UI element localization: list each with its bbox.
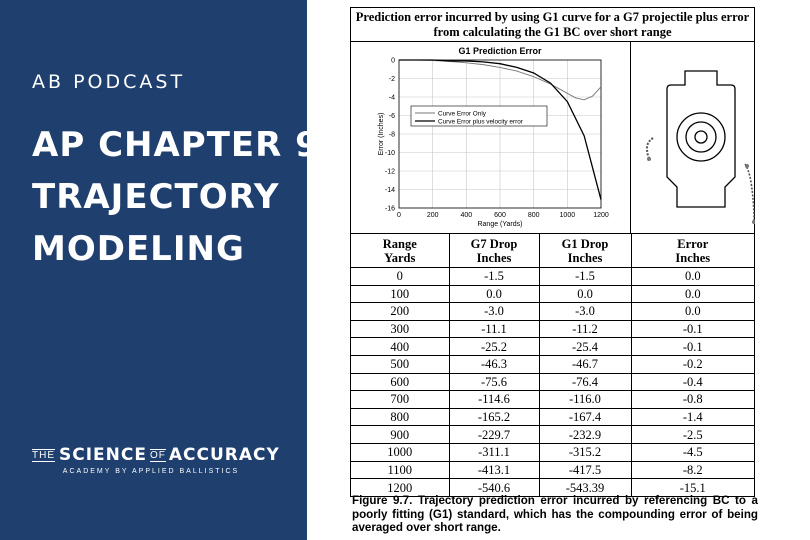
title-line-1: AP CHAPTER 9:	[32, 125, 335, 165]
chart-title: G1 Prediction Error	[458, 46, 542, 56]
header-range: Range Yards	[351, 234, 449, 268]
table-row	[351, 320, 754, 338]
header-g1-drop: G1 Drop Inches	[539, 234, 631, 268]
table-cell: 100	[351, 285, 449, 303]
logo-accuracy: ACCURACY	[168, 445, 280, 465]
table-cell: -4.5	[631, 443, 754, 461]
table-row	[351, 461, 754, 479]
document-title: Prediction error incurred by using G1 curve for a G7 projectile plus error from calculating the G1 BC over short range	[351, 8, 754, 42]
table-cell: -1.5	[449, 268, 539, 286]
table-cell: -15.1	[631, 479, 754, 497]
table-cell: 500	[351, 355, 449, 373]
table-cell: -25.2	[449, 338, 539, 356]
logo-subtitle: ACADEMY BY APPLIED BALLISTICS	[62, 468, 240, 475]
x-tick-label: 1200	[593, 212, 609, 219]
legend-entry: Curve Error plus velocity error	[438, 118, 523, 126]
table-row	[351, 285, 754, 303]
table-cell: -46.3	[449, 355, 539, 373]
table-cell: 0.0	[631, 303, 754, 321]
x-tick-label: 400	[460, 212, 473, 219]
logo-science: SCIENCE	[59, 445, 147, 465]
table-cell: 200	[351, 303, 449, 321]
table-cell: -1.5	[539, 268, 631, 286]
science-of-accuracy-logo	[32, 445, 280, 475]
table-cell: 0	[351, 268, 449, 286]
table-cell: -8.2	[631, 461, 754, 479]
figure-caption: Figure 9.7. Trajectory prediction error incurred by referencing BC to a poorly fitting (G1) standard, which has the compounding error of being averaged over short range.	[352, 494, 758, 534]
chapter-title	[32, 119, 335, 275]
x-tick-label: 600	[494, 212, 506, 219]
table-cell: 0.0	[631, 268, 754, 286]
table-row	[351, 303, 754, 321]
title-line-3: MODELING	[32, 229, 245, 269]
table-cell: -11.2	[539, 320, 631, 338]
logo-of: OF	[149, 449, 166, 461]
header-error: Error Inches	[631, 234, 754, 268]
table-cell: -3.0	[539, 303, 631, 321]
table-row	[351, 391, 754, 409]
g1-prediction-error-chart	[351, 42, 631, 234]
y-tick-label: 0	[391, 57, 395, 65]
table-cell: 0.0	[631, 285, 754, 303]
left-impact-dot	[647, 157, 651, 161]
table-cell: -167.4	[539, 408, 631, 426]
table-cell: 1000	[351, 443, 449, 461]
table-cell: -0.4	[631, 373, 754, 391]
table-cell: 0.0	[539, 285, 631, 303]
figure-document	[350, 7, 755, 497]
table-cell: -0.1	[631, 320, 754, 338]
table-cell: -2.5	[631, 426, 754, 444]
table-cell: -75.6	[449, 373, 539, 391]
x-tick-label: 0	[397, 212, 401, 219]
table-cell: 900	[351, 426, 449, 444]
table-cell: -417.5	[539, 461, 631, 479]
table-cell: -0.8	[631, 391, 754, 409]
table-cell: -76.4	[539, 373, 631, 391]
target-diagram	[631, 42, 755, 234]
podcast-label: AB PODCAST	[32, 71, 186, 93]
table-cell: -1.4	[631, 408, 754, 426]
chart-cell	[351, 42, 631, 233]
table-cell: -315.2	[539, 443, 631, 461]
table-cell: 700	[351, 391, 449, 409]
table-cell: 600	[351, 373, 449, 391]
table-cell: -0.1	[631, 338, 754, 356]
table-cell: -3.0	[449, 303, 539, 321]
target-cell	[631, 42, 754, 233]
table-row	[351, 408, 754, 426]
target-ring-outer	[677, 113, 725, 161]
x-axis-label: Range (Yards)	[477, 221, 523, 228]
drop-error-table	[351, 234, 754, 496]
y-tick-label: -10	[384, 150, 395, 157]
table-cell: 0.0	[449, 285, 539, 303]
table-cell: 300	[351, 320, 449, 338]
y-tick-label: -16	[384, 205, 395, 213]
table-cell: -0.2	[631, 355, 754, 373]
target-ring-middle	[686, 122, 716, 152]
y-tick-label: -12	[384, 168, 395, 176]
header-g7-drop: G7 Drop Inches	[449, 234, 539, 268]
table-cell: 1200	[351, 479, 449, 497]
table-row	[351, 355, 754, 373]
table-cell: 800	[351, 408, 449, 426]
x-tick-label: 1000	[559, 212, 576, 219]
x-tick-label: 800	[527, 212, 540, 219]
logo-the: THE	[32, 449, 55, 461]
table-cell: -540.6	[449, 479, 539, 497]
left-panel	[0, 0, 335, 540]
table-cell: -11.1	[449, 320, 539, 338]
table-cell: -165.2	[449, 408, 539, 426]
table-cell: -543.39	[539, 479, 631, 497]
title-line-2: TRAJECTORY	[32, 177, 280, 217]
right-impact-dot-bottom	[752, 220, 755, 224]
legend-entry: Curve Error Only	[438, 110, 486, 118]
table-cell: 1100	[351, 461, 449, 479]
table-row	[351, 268, 754, 286]
table-row	[351, 373, 754, 391]
table-cell: -25.4	[539, 338, 631, 356]
table-row	[351, 443, 754, 461]
y-tick-label: -4	[388, 94, 395, 102]
figure-row	[351, 42, 754, 234]
x-tick-label: 200	[426, 212, 439, 219]
table-cell: -413.1	[449, 461, 539, 479]
right-impact-dot-top	[745, 164, 749, 168]
logo-main	[32, 445, 280, 465]
y-axis-label: Error (Inches)	[378, 112, 385, 156]
target-ring-inner	[695, 131, 707, 143]
table-cell: -311.1	[449, 443, 539, 461]
table-cell: 400	[351, 338, 449, 356]
y-tick-label: -2	[388, 76, 395, 83]
table-cell: -229.7	[449, 426, 539, 444]
table-row	[351, 426, 754, 444]
table-cell: -232.9	[539, 426, 631, 444]
y-tick-label: -6	[388, 113, 395, 120]
y-tick-label: -14	[384, 187, 395, 194]
table-cell: -116.0	[539, 391, 631, 409]
table-header-row	[351, 234, 754, 268]
table-cell: -114.6	[449, 391, 539, 409]
right-impact-trail	[745, 164, 754, 220]
y-tick-label: -8	[388, 131, 395, 139]
left-impact-trail	[647, 138, 653, 158]
table-row	[351, 338, 754, 356]
table-cell: -46.7	[539, 355, 631, 373]
